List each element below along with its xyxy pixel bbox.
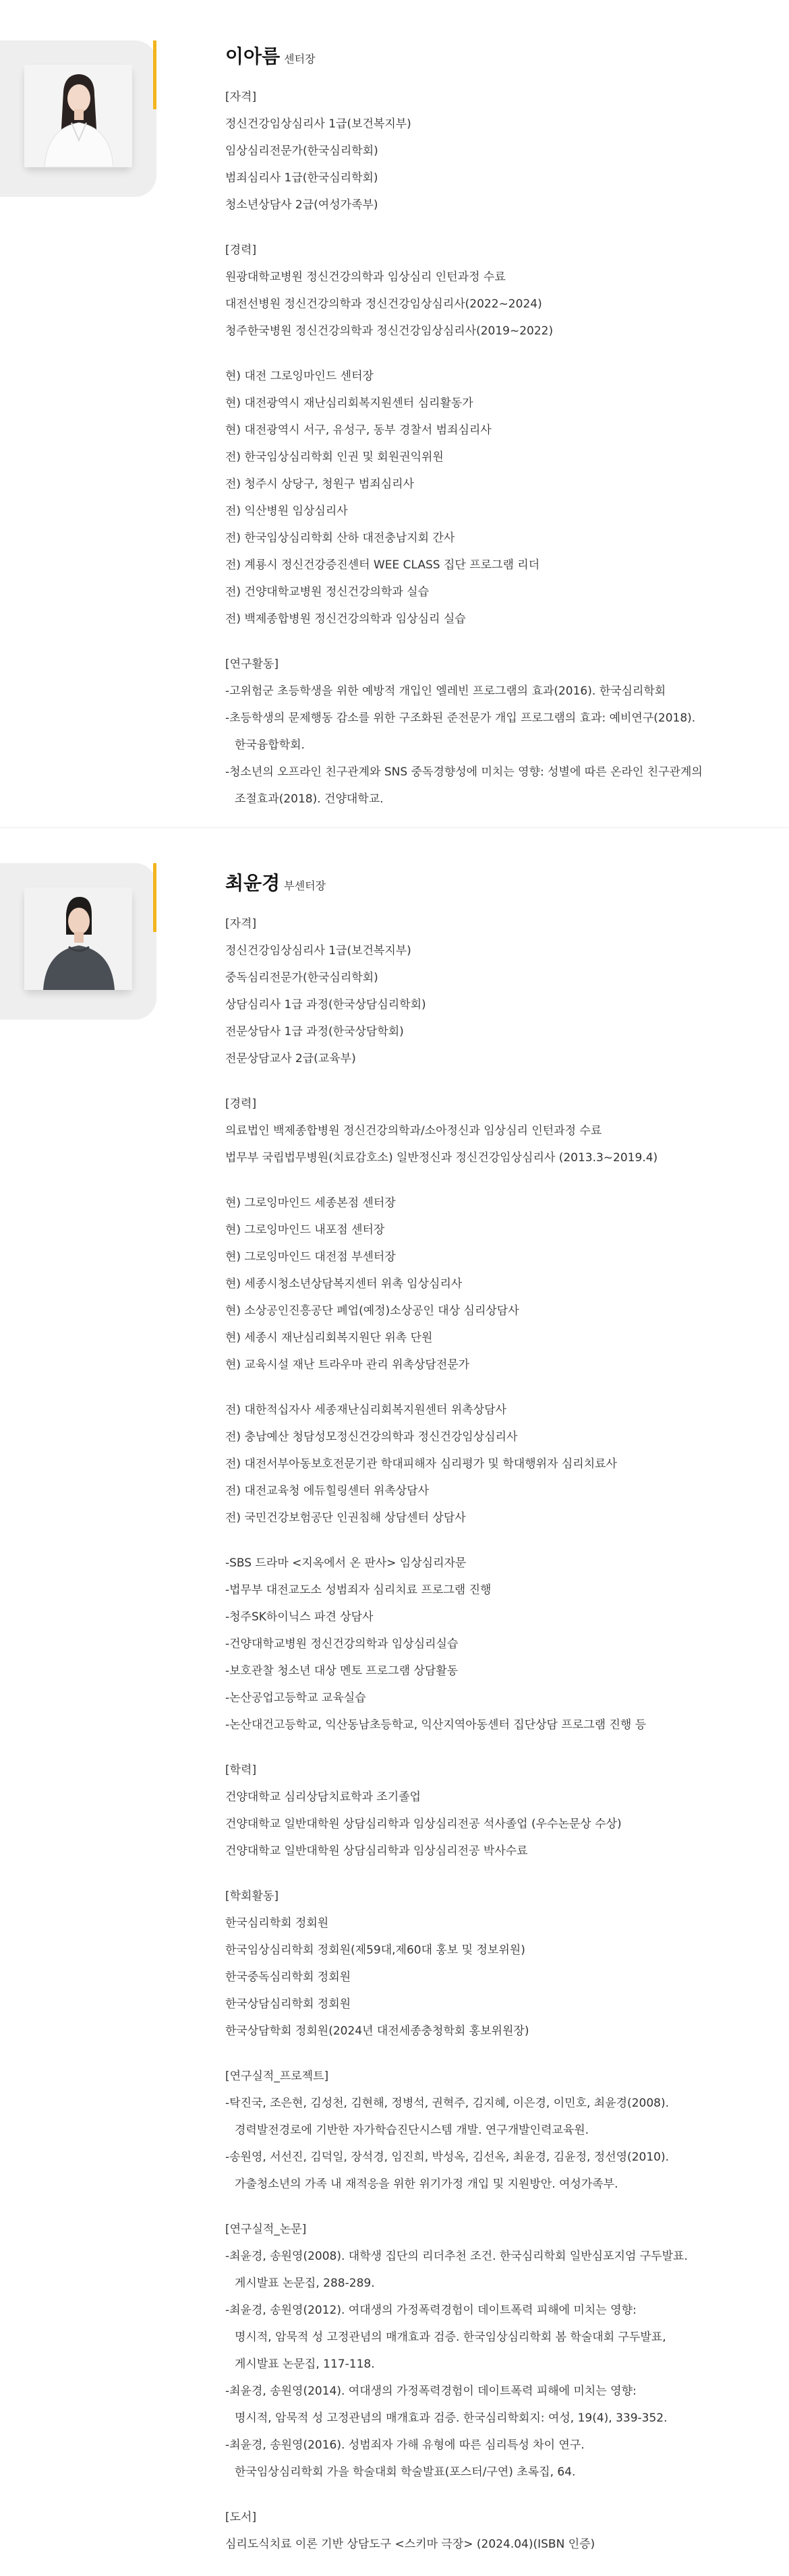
person-portrait-icon [24,65,132,167]
info-line: -건양대학교병원 정신건강의학과 임상심리실습 [225,1637,459,1651]
person-portrait-icon [24,887,132,990]
info-line: 현) 그로잉마인드 대전점 부센터장 [225,1250,396,1264]
info-line: 게시발표 논문집, 288-289. [235,2277,375,2290]
section-heading: [학력] [225,1763,257,1777]
info-line: 전) 백제종합병원 정신건강의학과 임상심리 실습 [225,612,466,626]
info-section [225,1190,765,1378]
info-section [225,1757,765,1865]
person-name: 이아름 [225,45,281,67]
info-line: 현) 세종시청소년상담복지센터 위촉 임상심리사 [225,1277,463,1291]
info-line: 전) 익산병원 임상심리사 [225,504,348,518]
info-line: 현) 그로잉마인드 세종본점 센터장 [225,1196,396,1210]
info-line: 한국심리학회 정회원 [225,1916,329,1930]
info-line: 전) 건양대학교병원 정신건강의학과 실습 [225,585,430,599]
info-line: -송원영, 서선진, 김덕일, 장석경, 임진희, 박성옥, 김선옥, 최윤경, 김윤정, 정선영(2010). [225,2150,669,2164]
info-line: 게시발표 논문집, 117-118. [235,2358,375,2371]
info-line: 현) 그로잉마인드 내포점 센터장 [225,1223,385,1237]
info-line: 건양대학교 일반대학원 상담심리학과 임상심리전공 박사수료 [225,1844,528,1858]
info-line: 한국융합학회. [235,738,305,752]
profile-photo [24,887,132,990]
info-line: 가출청소년의 가족 내 재적응을 위한 위기가정 개입 및 지원방안. 여성가족부. [235,2177,618,2191]
info-line: 의료법인 백제종합병원 정신건강의학과/소아정신과 임상심리 인턴과정 수료 [225,1124,602,1138]
info-line: 전문상담사 1급 과정(한국상담학회) [225,1025,404,1038]
info-line: 중독심리전문가(한국심리학회) [225,971,378,985]
info-line: 전) 대전교육청 에듀힐링센터 위촉상담사 [225,1484,430,1498]
section-heading: [학회활동] [225,1890,279,1903]
info-line: 건양대학교 심리상담치료학과 조기졸업 [225,1790,421,1804]
info-line: 전문상담교사 2급(교육부) [225,1052,356,1065]
section-heading: [자격] [225,90,257,104]
info-line: 전) 한국임상심리학회 산하 대전충남지회 간사 [225,531,455,545]
info-line: 한국임상심리학회 가을 학술대회 학술발표(포스터/구연) 초록집, 64. [235,2465,576,2479]
profile-details [225,910,765,2576]
info-line: -최윤경, 송원영(2012). 여대생의 가정폭력경험이 데이트폭력 피해에 미치는 영향: [225,2304,637,2317]
info-line: 전) 대한적십자사 세종재난심리회복지원센터 위촉상담사 [225,1403,506,1417]
info-line: -고위험군 초등학생을 위한 예방적 개입인 엘레빈 프로그램의 효과(2016). 한국심리학회 [225,684,666,698]
info-line: 한국상담심리학회 정회원 [225,1997,351,2011]
accent-bar [153,863,156,932]
info-line: 상담심리사 1급 과정(한국상담심리학회) [225,998,426,1012]
info-line: 현) 대전 그로잉마인드 센터장 [225,370,374,383]
info-line: -최윤경, 송원영(2008). 대학생 집단의 리더추천 조건. 한국심리학회 일반심포지엄 구두발표. [225,2250,688,2263]
info-line: 현) 세종시 재난심리회복지원단 위촉 단원 [225,1331,433,1345]
info-line: 한국상담학회 정회원(2024년 대전세종충청학회 홍보위원장) [225,2024,529,2038]
name-heading [225,42,316,69]
info-line: 심리도식치료 이론 기반 상담도구 <스키마 극장> (2024.04)(ISBN 인증) [225,2538,595,2551]
person-name: 최윤경 [225,872,281,894]
info-line: 전) 한국임상심리학회 인권 및 회원권익위원 [225,450,444,464]
info-line: 현) 대전광역시 서구, 유성구, 동부 경찰서 범죄심리사 [225,423,492,437]
info-line: 현) 교육시설 재난 트라우마 관리 위촉상담전문가 [225,1358,470,1372]
info-line: 정신건강임상심리사 1급(보건복지부) [225,117,411,131]
info-line: 한국임상심리학회 정회원(제59대,제60대 홍보 및 정보위원) [225,1943,525,1957]
info-line: -법무부 대전교도소 성범죄자 심리치료 프로그램 진행 [225,1583,492,1597]
info-line: 대전선병원 정신건강의학과 정신건강임상심리사(2022~2024) [225,297,542,311]
section-heading: [경력] [225,243,257,257]
info-section [225,84,765,218]
info-line: 임상심리전문가(한국심리학회) [225,144,378,158]
section-heading: [연구실적_프로젝트] [225,2070,329,2083]
name-heading [225,869,326,896]
profile-card-1 [0,0,789,828]
info-section [225,1550,765,1738]
info-line: -SBS 드라마 <지옥에서 온 판사> 임상심리자문 [225,1556,467,1570]
info-line: -탁진국, 조은현, 김성천, 김현해, 정병석, 권혁주, 김지혜, 이은경, 이민호, 최윤경(2008). [225,2097,669,2110]
info-line: 정신건강임상심리사 1급(보건복지부) [225,944,411,958]
info-line: 전) 대전서부아동보호전문기관 학대피해자 심리평가 및 학대행위자 심리치료사 [225,1457,617,1471]
info-line: -최윤경, 송원영(2016). 성범죄자 가해 유형에 따른 심리특성 차이 연구. [225,2438,585,2452]
profile-details [225,84,765,831]
profile-photo-frame [0,863,156,1020]
info-line: 청소년상담사 2급(여성가족부) [225,198,378,212]
section-heading: [경력] [225,1097,257,1111]
person-role: 센터장 [284,53,316,65]
info-line: -보호관찰 청소년 대상 멘토 프로그램 상담활동 [225,1664,459,1678]
profile-photo [24,65,132,167]
info-section [225,2063,765,2198]
info-section [225,237,765,345]
info-line: -논산대건고등학교, 익산동남초등학교, 익산지역아동센터 집단상담 프로그램 진행 등 [225,1718,647,1732]
info-line: -논산공업고등학교 교육실습 [225,1691,366,1705]
info-section [225,2504,765,2558]
info-line: -청소년의 오프라인 친구관계와 SNS 중독경향성에 미치는 영향: 성별에 따른 온라인 친구관계의 [225,765,703,779]
info-line: 현) 대전광역시 재난심리회복지원센터 심리활동가 [225,397,473,410]
info-line: 전) 청주시 상당구, 청원구 범죄심리사 [225,477,414,491]
info-line: 현) 소상공인진흥공단 폐업(예정)소상공인 대상 심리상담사 [225,1304,519,1318]
info-line: 명시적, 암묵적 성 고정관념의 매개효과 검증. 한국심리학회지: 여성, 19(4), 339-352. [235,2411,668,2425]
info-section [225,1090,765,1171]
person-role: 부센터장 [284,879,326,892]
section-heading: [도서] [225,2511,257,2524]
profile-card-2 [0,828,789,2551]
info-line: 건양대학교 일반대학원 상담심리학과 임상심리전공 석사졸업 (우수논문상 수상) [225,1817,622,1831]
accent-bar [153,40,156,109]
section-heading: [연구실적_논문] [225,2223,307,2236]
info-section [225,651,765,813]
info-line: 법무부 국립법무병원(치료감호소) 일반정신과 정신건강임상심리사 (2013.3~2019.4) [225,1151,658,1165]
info-line: 원광대학교병원 정신건강의학과 임상심리 인턴과정 수료 [225,270,506,284]
info-line: -초등학생의 문제행동 감소를 위한 구조화된 준전문가 개입 프로그램의 효과: 예비연구(2018). [225,711,696,725]
info-line: 경력발전경로에 기반한 자가학습진단시스템 개발. 연구개발인력교육원. [235,2124,589,2137]
profile-photo-frame [0,40,156,197]
info-line: 청주한국병원 정신건강의학과 정신건강임상심리사(2019~2022) [225,324,554,338]
info-line: 한국중독심리학회 정회원 [225,1970,351,1984]
info-section [225,1883,765,2045]
info-section [225,363,765,633]
section-heading: [자격] [225,917,257,931]
info-section [225,2216,765,2486]
section-heading: [연구활동] [225,657,279,671]
info-line: 전) 계룡시 정신건강증진센터 WEE CLASS 집단 프로그램 리더 [225,558,540,572]
info-line: 명시적, 암묵적 성 고정관념의 매개효과 검증. 한국임상심리학회 봄 학술대회 구두발표, [235,2331,666,2344]
info-line: -청주SK하이닉스 파견 상담사 [225,1610,374,1624]
info-line: 범죄심리사 1급(한국심리학회) [225,171,378,185]
info-section [225,910,765,1072]
info-line: -최윤경, 송원영(2014). 여대생의 가정폭력경험이 데이트폭력 피해에 미치는 영향: [225,2384,637,2398]
info-section [225,1397,765,1531]
info-line: 전) 충남예산 청담성모정신건강의학과 정신건강임상심리사 [225,1430,518,1444]
info-line: 전) 국민건강보험공단 인권침해 상담센터 상담사 [225,1511,466,1525]
info-line: 조절효과(2018). 건양대학교. [235,792,384,806]
